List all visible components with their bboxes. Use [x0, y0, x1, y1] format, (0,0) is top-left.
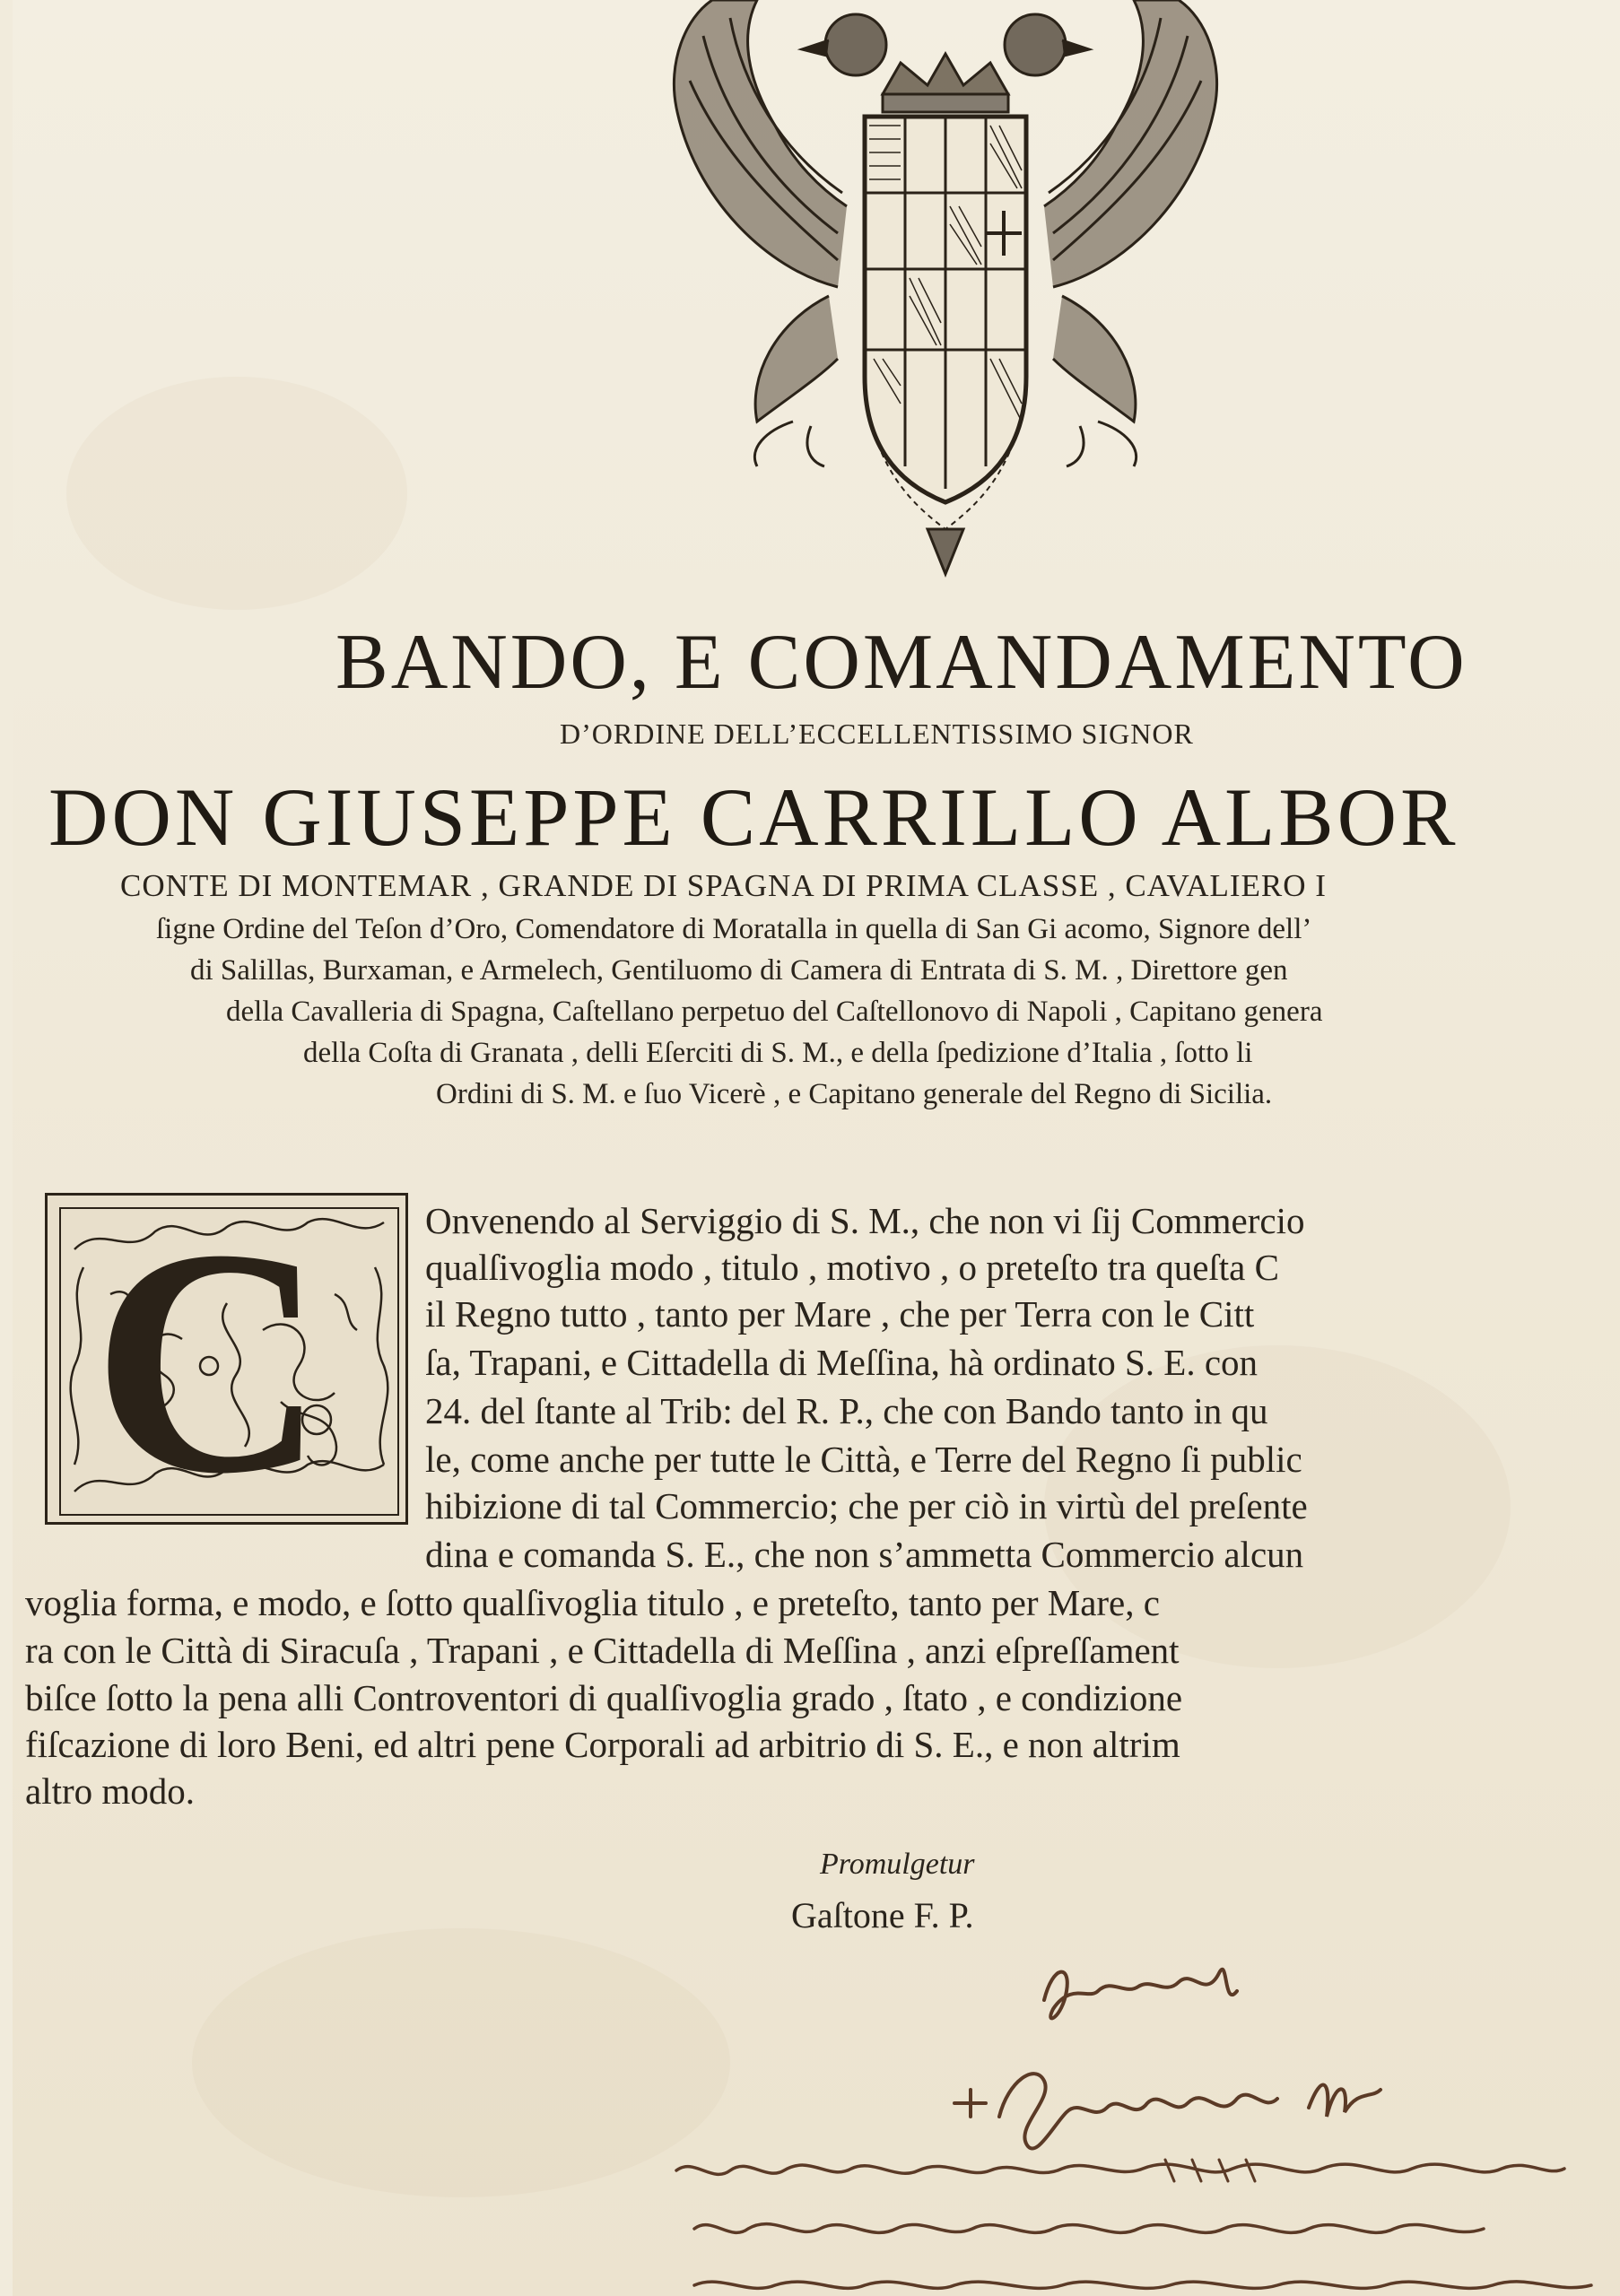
- body-text-line: voglia forma, e modo, e ſotto qualſivoglia titulo , e preteſto, tanto per Mare, c: [25, 1582, 1160, 1623]
- body-text-line: fiſcazione di loro Beni, ed altri pene Corporali ad arbitrio di S. E., e non altrim: [25, 1724, 1180, 1765]
- issuer-titles-line: di Salillas, Burxaman, e Armelech, Gentiluomo di Camera di Entrata di S. M. , Direttore gen: [190, 954, 1288, 987]
- body-text-line: ſa, Trapani, e Cittadella di Meſſina, hà ordinato S. E. con: [425, 1342, 1259, 1383]
- issuer-name: DON GIUSEPPE CARRILLO ALBOR: [48, 771, 1459, 863]
- issuer-titles-line: Ordini di S. M. e ſuo Vicerè , e Capitano generale del Regno di Sicilia.: [436, 1078, 1273, 1110]
- decorated-initial: [45, 1182, 408, 1540]
- initial-letter: C: [92, 1182, 326, 1540]
- signatory-name: Gaſtone F. P.: [791, 1895, 974, 1935]
- proclamation-subtitle: D’ORDINE DELL’ECCELLENTISSIMO SIGNOR: [560, 718, 1194, 750]
- body-text-line: hibizione di tal Commercio; che per ciò in virtù del preſente: [425, 1485, 1308, 1526]
- document-page: [13, 0, 1620, 2296]
- body-text-line: dina e comanda S. E., che non s’ammetta Commercio alcun: [425, 1534, 1304, 1575]
- promulgetur-label: Promulgetur: [820, 1848, 975, 1881]
- paper-stain: [66, 377, 407, 610]
- body-text-line: biſce ſotto la pena alli Controventori di qualſivoglia grado , ſtato , e condizione: [25, 1677, 1183, 1718]
- issuer-titles-line: ſigne Ordine del Teſon d’Oro, Comendatore di Moratalla in quella di San Gi acomo, Signore dell’: [156, 913, 1312, 945]
- body-text-line: altro modo.: [25, 1770, 196, 1812]
- issuer-titles-line: CONTE DI MONTEMAR , GRANDE DI SPAGNA DI PRIMA CLASSE , CAVALIERO I: [120, 868, 1327, 903]
- body-text-line: 24. del ſtante al Trib: del R. P., che con Bando tanto in qu: [425, 1390, 1268, 1431]
- issuer-titles-line: della Cavalleria di Spagna, Caſtellano perpetuo del Caſtellonovo di Napoli , Capitano genera: [226, 996, 1323, 1028]
- issuer-titles-line: della Coſta di Granata , delli Eſerciti di S. M., e della ſpedizione d’Italia , ſotto li: [303, 1037, 1253, 1069]
- handwritten-annotations: [13, 1946, 1620, 2296]
- body-text-line: ra con le Città di Siracuſa , Trapani , e Cittadella di Meſſina , anzi eſpreſſament: [25, 1630, 1180, 1671]
- body-text-line: qualſivoglia modo , titulo , motivo , o preteſto tra queſta C: [425, 1247, 1279, 1288]
- body-text-line: Onvenendo al Serviggio di S. M., che non vi ſij Commercio: [425, 1200, 1305, 1241]
- body-text-line: le, come anche per tutte le Città, e Terre del Regno ſi public: [425, 1439, 1302, 1480]
- eagle-crest-icon: [658, 0, 1232, 601]
- proclamation-title: BANDO, E COMANDAMENTO: [335, 619, 1468, 706]
- body-text-line: il Regno tutto , tanto per Mare , che per Terra con le Citt: [425, 1293, 1255, 1335]
